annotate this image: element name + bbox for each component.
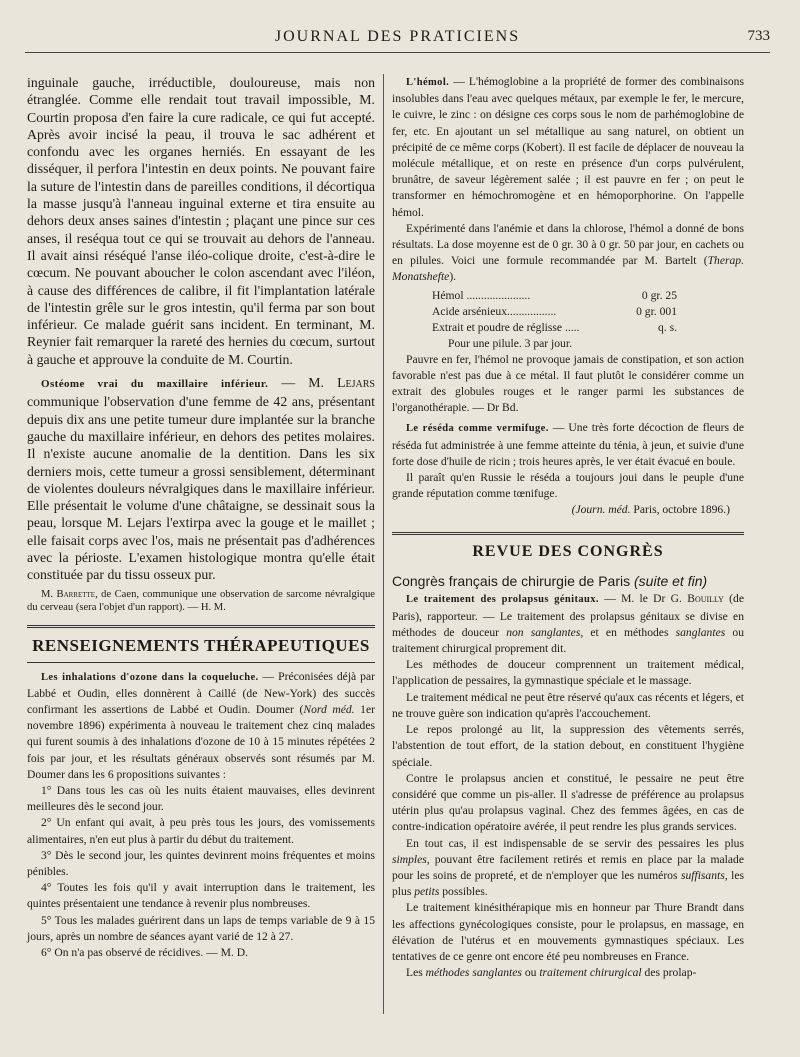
last-em-2: traitement chirurgical bbox=[539, 966, 642, 980]
hemol-text: — L'hémoglobine a la propriété de former des combinaisons insolubles dans l'eau avec quelques métaux, par exemple le fer, le mercure, le cuivre, le zinc : on désigne ces corps sous le nom de parhémoglobine de fer, etc. En ajoutant un sel métallique au sang naturel, on obtient un précipité de ce même corps (Kobert). Il est facile de déplacer de nouveau la molécule métallique, et on reste en présence d'un corps pulvérulent, brunâtre, de saveur légèrement salée ; il est pauvre en fer ; on peut le transformer en hémochromogène et en hémoporphorine. On l'appelle hémol. bbox=[392, 75, 744, 219]
formula bbox=[432, 288, 744, 352]
running-header bbox=[25, 28, 770, 53]
prolapsus-em-1: non sanglantes bbox=[506, 625, 581, 639]
reseda-title: Le réséda comme vermifuge. bbox=[406, 423, 549, 435]
congres-heading bbox=[392, 573, 744, 589]
osteome-title: Ostéome vrai du maxillaire inférieur. bbox=[41, 378, 269, 391]
formula-note: Pour une pilule. 3 par jour. bbox=[448, 336, 572, 350]
last-text-a: Les bbox=[406, 966, 426, 980]
prolapsus-para-4: Contre le prolapsus ancien et constitué, le pessaire ne peut être considéré que comme un pis-aller. Il s'adresse de préférence au prolapsus utérin plus qu'au prolapsus vaginal. Chez des femmes âgées, en cas de contre-indication opératoire avérée, il peut rendre les plus grands services. bbox=[392, 771, 744, 834]
osteome-author: Lejars bbox=[337, 375, 375, 391]
methodes-sanglantes-paragraph bbox=[392, 965, 744, 981]
formula-ingredient: Acide arsénieux................. bbox=[432, 304, 557, 318]
section-title-therapeutiques: RENSEIGNEMENTS THÉRAPEUTIQUES bbox=[27, 625, 375, 663]
prolapsus-para-3: Le repos prolongé au lit, la suppression des vêtements serrés, l'abstention de tout effort, de la station debout, en constituent l'hygiène spéciale. bbox=[392, 723, 744, 769]
ozone-item-5: 5° Tous les malades guérirent dans un laps de temps variable de 9 à 15 jours, après un nombre de séances ayant varié de 12 à 27. bbox=[27, 913, 375, 943]
barrette-lead: M. bbox=[41, 588, 57, 600]
page-number: 733 bbox=[747, 28, 770, 44]
thure-brandt-paragraph: Le traitement kinésithérapique mis en honneur par Thure Brandt dans les affections gynécologiques consiste, pour le prolapsus, en massage, en élévation de l'utérus et en mouvements gymnastiques spéciaux. Les tentatives de ce genre ont encore été peu nombreuses en France. bbox=[392, 901, 744, 963]
hemol-paragraph-2 bbox=[392, 221, 744, 286]
prolapsus-text-3: ou traitement chirurgical proprement dit. bbox=[392, 625, 744, 656]
ozone-ref: Nord méd. bbox=[303, 703, 355, 717]
prolapsus-author: Bouilly bbox=[687, 592, 724, 606]
right-column bbox=[392, 74, 744, 981]
barrette-paragraph bbox=[27, 588, 375, 615]
ozone-paragraph bbox=[27, 669, 375, 783]
reseda-source-ref: (Journ. méd. bbox=[571, 503, 631, 517]
prolapsus-lead: — M. le Dr G. bbox=[598, 592, 688, 606]
congres-suite: (suite et fin) bbox=[634, 573, 708, 590]
formula-row bbox=[432, 304, 677, 320]
prolapsus-em-2: sanglantes bbox=[675, 625, 726, 639]
prolapsus-text: (de Paris), rapporteur. — Le traitement des prolapsus génitaux se divise en méthodes de douceur bbox=[392, 592, 744, 639]
formula-quantity: 0 gr. 25 bbox=[641, 288, 677, 302]
pessaires-text-d: possibles. bbox=[439, 885, 488, 899]
osteome-paragraph bbox=[27, 374, 375, 584]
osteome-lead: — M. bbox=[268, 375, 338, 391]
ozone-item-6: 6° On n'a pas observé de récidives. — M. D. bbox=[41, 946, 248, 960]
prolapsus-para-2: Le traitement médical ne peut être réservé qu'aux cas récents et légers, et ne trouve guère son indication qu'après l'accouchement. bbox=[392, 690, 744, 720]
reseda-source-text: Paris, octobre 1896.) bbox=[630, 503, 730, 517]
formula-quantity: q. s. bbox=[657, 320, 677, 334]
congres-title: Congrès français de chirurgie de Paris bbox=[392, 573, 635, 590]
hemol-paragraph bbox=[392, 74, 744, 221]
reseda-text: — Une très forte décoction de fleurs de réséda fut administrée à une femme atteinte du ténia, à jeun, et suivie d'une forte dose d'huile de ricin ; trois heures après, le ver était évacué en boule. bbox=[392, 421, 744, 468]
ozone-title: Les inhalations d'ozone dans la coqueluche. bbox=[41, 671, 259, 683]
ozone-text: — Préconisées déjà par Labbé et Oudin, elles donnèrent à Caillé (de New-York) des succès confirmant les assertions de Labbé et Oudin. Doumer ( bbox=[27, 669, 375, 717]
reseda-source bbox=[392, 502, 744, 518]
last-text-b: ou bbox=[521, 966, 540, 980]
prolapsus-title: Le traitement des prolapsus génitaux. bbox=[406, 594, 599, 606]
ozone-item-1: 1° Dans tous les cas où les nuits étaient mauvaises, elles devinrent meilleures dès le second jour. bbox=[27, 784, 375, 814]
pessaires-em-1: simples bbox=[392, 852, 427, 866]
formula-ingredient: Extrait et poudre de réglisse ..... bbox=[432, 320, 580, 334]
barrette-name: Barrette bbox=[56, 588, 96, 600]
pessaires-text-c: , les plus bbox=[392, 868, 744, 899]
reseda-paragraph bbox=[392, 420, 744, 470]
pessaires-em-2: suffisants bbox=[680, 868, 725, 882]
left-column bbox=[27, 74, 375, 961]
hemol-p2-text: Expérimenté dans l'anémie et dans la chlorose, l'hémol a donné de bons résultats. La dose moyenne est de 0 gr. 30 à 0 gr. 50 par jour, en cachets ou en pilules. Voici une formule recommandée par M. Bartelt ( bbox=[392, 221, 744, 268]
formula-row bbox=[432, 288, 677, 304]
last-text-c: des prolap- bbox=[641, 966, 697, 980]
last-em-1: méthodes sanglantes bbox=[425, 966, 522, 980]
prolapsus-para-1: Les méthodes de douceur comprennent un traitement médical, l'application de pessaires, la gymnastique spéciale et le massage. bbox=[392, 658, 744, 688]
prolapsus-paragraph bbox=[392, 591, 744, 657]
pessaires-text-b: , pouvant être facilement retirés et remis en place par la malade pour les soins de propreté, et de n'employer que les numéros bbox=[392, 852, 744, 882]
journal-title: JOURNAL DES PRATICIENS bbox=[274, 28, 521, 45]
pessaires-em-3: petits bbox=[414, 885, 440, 899]
pessaires-text-a: En tout cas, il est indispensable de se servir des pessaires les plus bbox=[406, 836, 744, 850]
ozone-item-2: 2° Un enfant qui avait, à peu près tous les jours, des vomissements alimentaires, n'en eut plus à partir du début du traitement. bbox=[27, 816, 375, 846]
formula-quantity: 0 gr. 001 bbox=[636, 304, 677, 318]
hemol-p2-end: ). bbox=[449, 270, 457, 284]
column-divider bbox=[383, 74, 384, 1014]
hemol-paragraph-3: Pauvre en fer, l'hémol ne provoque jamais de constipation, et son action favorable n'est pas due à ce métal. Il faut plutôt le considérer comme un extrait des globules rouges et le ranger parmi les substances de l'organothérapie. — Dr Bd. bbox=[392, 352, 744, 415]
hemol-p2-ref: Therap. Monatshefte bbox=[392, 254, 744, 284]
formula-row bbox=[432, 320, 677, 336]
ozone-item-4: 4° Toutes les fois qu'il y avait interruption dans le traitement, les quintes présentaient une tendance à revenir plus nombreuses. bbox=[27, 881, 375, 911]
ozone-item-3: 3° Dès le second jour, les quintes devinrent moins fréquentes et moins pénibles. bbox=[27, 848, 375, 879]
hemol-title: L'hémol. bbox=[406, 77, 450, 88]
prolapsus-text-2: , et en méthodes bbox=[580, 625, 676, 639]
osteome-text: communique l'observation d'une femme de 42 ans, présentant depuis dix ans une petite tumeur dure implantée sur la branche gauche du maxillaire inférieur, en dehors des petites molaires. Il n'existe aucune anomalie de la dentition. Dans les six derniers mois, cette tumeur a grossi sensiblement, déterminant de violentes douleurs névralgiques dans le maxillaire inférieur. Elle présentait le volume d'une châtaigne, se dessinait sous la peau, lorsque M. Lejars l'extirpa avec la gouge et le maillet ; elle faisait corps avec l'os, mais ne présentait pas d'adhérences avec la périoste. L'examen histologique montra qu'elle était constituée par du tissu osseux pur. bbox=[27, 394, 375, 583]
formula-ingredient: Hémol ...................... bbox=[432, 288, 531, 302]
pessaires-paragraph bbox=[392, 836, 744, 901]
ozone-text2: 1er novembre 1896) expérimenta à nouveau le traitement chez cinq malades qui furent soumis à des inhalations d'ozone de 10 à 15 minutes répétées 2 fois par jour, et les résultats généraux observés sont résumés par M. Doumer dans les 6 propositions suivantes : bbox=[27, 703, 375, 781]
barrette-text: , de Caen, communique une observation de sarcome névralgique du cerveau (sera l'objet d'un rapport). — H. M. bbox=[27, 588, 375, 614]
hernia-case-paragraph: inguinale gauche, irréductible, douloureuse, mais non étranglée. Comme elle rendait tout travail impossible, M. Courtin proposa d'en faire la cure radicale, ce qui fut accepté. Après avoir incisé la peau, il trouva le sac adhérent et confondu avec les organes herniés. En essayant de les disséquer, il perfora l'intestin en deux points. Ne pouvant faire la suture de l'intestin dans de pareilles conditions, il décortiqua la masse jusqu'à l'anneau inguinal externe et tira ensuite au dehors deux anses saines d'intestin ; plaçant une pince sur ces anses, il reséqua tout ce qui se trouvait au dehors de l'anneau. Il avait ainsi réséqué l'anse iléo-colique droite, c'est-à-dire le cœcum. Ne pouvant aboucher le colon ascendant avec l'iléon, à cause des différences de calibre, il fit l'implantation latérale de l'intestin grêle sur le gros intestin, qu'il ferma par son bout inférieur. Ce malade guérit sans incident. En terminant, M. Reynier fait remarquer la rareté des hernies du cœcum, surtout à gauche et approuve la conduite de M. Courtin. bbox=[27, 75, 375, 367]
reseda-paragraph-2: Il paraît qu'en Russie le réséda a toujours joui dans le peuple d'une grande réputation comme tœnifuge. bbox=[392, 471, 744, 501]
section-title-congres: REVUE DES CONGRÈS bbox=[392, 532, 744, 567]
